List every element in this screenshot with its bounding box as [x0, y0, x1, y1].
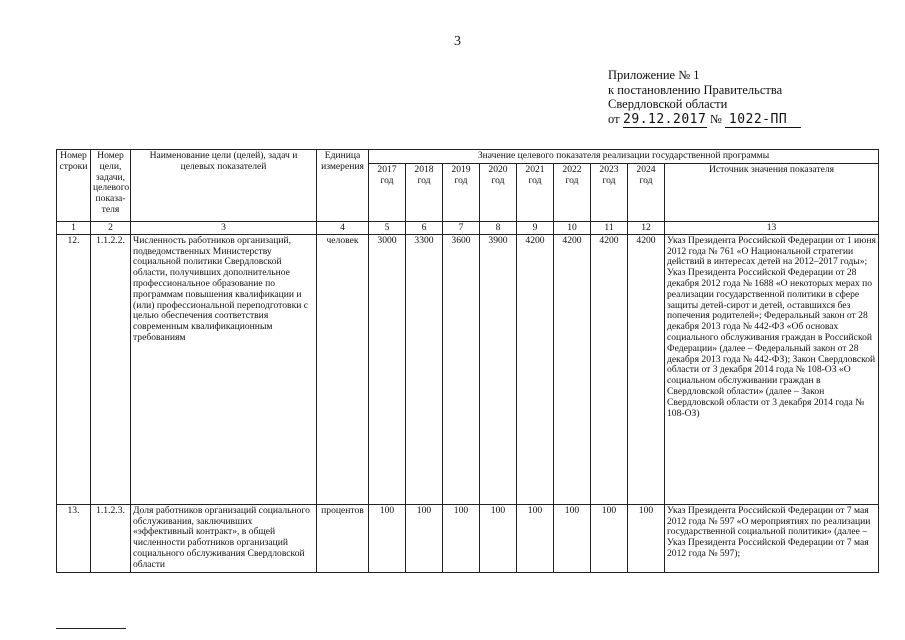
table-row: [57, 504, 879, 572]
header-year: 2024 год: [628, 163, 665, 221]
header-year: 2023 год: [591, 163, 628, 221]
header-row-1: [57, 150, 879, 164]
header-year: 2021 год: [517, 163, 554, 221]
column-number: 4: [317, 221, 369, 234]
column-number: 13: [665, 221, 879, 234]
column-number: 6: [406, 221, 443, 234]
header-goal-no: Номер цели, задачи, целевого показа-теля: [91, 150, 131, 222]
number-prefix: №: [709, 111, 722, 126]
indicators-table: [56, 149, 879, 573]
year-value: 4200: [517, 234, 554, 504]
year-value: 100: [406, 504, 443, 572]
year-value: 4200: [628, 234, 665, 504]
year-value: 3600: [443, 234, 480, 504]
year-value: 4200: [591, 234, 628, 504]
indicator-unit: человек: [317, 234, 369, 504]
indicator-code: 1.1.2.2.: [91, 234, 131, 504]
year-value: 100: [517, 504, 554, 572]
header-value-group: Значение целевого показателя реализации государственной программы: [369, 150, 879, 164]
header-year: 2019 год: [443, 163, 480, 221]
resolution-number: 1022-ПП: [725, 113, 801, 128]
year-value: 100: [369, 504, 406, 572]
year-value: 100: [443, 504, 480, 572]
column-number-row: [57, 221, 879, 234]
appendix-block: [608, 68, 801, 128]
header-row-no: Номер строки: [57, 150, 91, 222]
header-name: Наименование цели (целей), задач и целевых показателей: [131, 150, 317, 222]
header-source: Источник значения показателя: [665, 163, 879, 221]
year-value: 100: [480, 504, 517, 572]
indicator-source: Указ Президента Российской Федерации от 1 июня 2012 года № 761 «О Национальной стратегии действий в интересах детей на 2012–2017 годы»; Указ Президента Российской Федерации от 28 декабря 2012 года № 1688 «О некоторых мерах по реализации государственной политики в сфере защиты детей-сирот и детей, оставшихся без попечения родителей»; Федеральный закон от 28 декабря 2013 года № 442-ФЗ «Об основах социального обслуживания граждан в Российской Федерации» (далее – Федеральный закон от 28 декабря 2013 года № 442-ФЗ); Закон Свердловской области от 3 декабря 2014 года № 108-ОЗ «О социальном обслуживании граждан в Свердловской области» (далее – Закон Свердловской области от 3 декабря 2014 года № 108-ОЗ): [665, 234, 879, 504]
date-prefix: от: [608, 111, 620, 126]
resolution-date: 29.12.2017: [623, 111, 707, 127]
appendix-date-line: [608, 112, 801, 128]
column-number: 2: [91, 221, 131, 234]
header-year: 2020 год: [480, 163, 517, 221]
column-number: 12: [628, 221, 665, 234]
appendix-line-3: Свердловской области: [608, 97, 728, 111]
header-year: 2017 год: [369, 163, 406, 221]
column-number: 7: [443, 221, 480, 234]
indicator-name: Доля работников организаций социального обслуживания, заключивших «эффективный контракт», в общей численности работников организаций социального обслуживания Свердловской области: [131, 504, 317, 572]
row-number: 13.: [57, 504, 91, 572]
indicator-code: 1.1.2.3.: [91, 504, 131, 572]
year-value: 4200: [554, 234, 591, 504]
column-number: 3: [131, 221, 317, 234]
year-value: 100: [628, 504, 665, 572]
header-year: 2022 год: [554, 163, 591, 221]
appendix-line-2: к постановлению Правительства: [608, 82, 783, 97]
column-number: 9: [517, 221, 554, 234]
table-row: [57, 234, 879, 504]
column-number: 1: [57, 221, 91, 234]
year-value: 3300: [406, 234, 443, 504]
indicator-source: Указ Президента Российской Федерации от 7 мая 2012 года № 597 «О мероприятиях по реализации государственной социальной политики» (далее – Указ Президента Российской Федерации от 7 мая 2012 года № 597);: [665, 504, 879, 572]
year-value: 100: [591, 504, 628, 572]
indicator-unit: процентов: [317, 504, 369, 572]
appendix-line-1: Приложение № 1: [608, 68, 700, 82]
column-number: 11: [591, 221, 628, 234]
header-unit: Единица измерения: [317, 150, 369, 222]
column-number: 10: [554, 221, 591, 234]
column-number: 5: [369, 221, 406, 234]
row-number: 12.: [57, 234, 91, 504]
page-number: 3: [454, 34, 461, 49]
year-value: 100: [554, 504, 591, 572]
column-number: 8: [480, 221, 517, 234]
header-year: 2018 год: [406, 163, 443, 221]
year-value: 3000: [369, 234, 406, 504]
footnote-divider: [56, 628, 126, 629]
indicator-name: Численность работников организаций, подведомственных Министерству социальной политики Свердловской области, получивших дополнительное профессиональное образование по программам повышения квалификации и (или) профессиональной переподготовки с целью обеспечения соответствия современным квалификационным требованиям: [131, 234, 317, 504]
year-value: 3900: [480, 234, 517, 504]
